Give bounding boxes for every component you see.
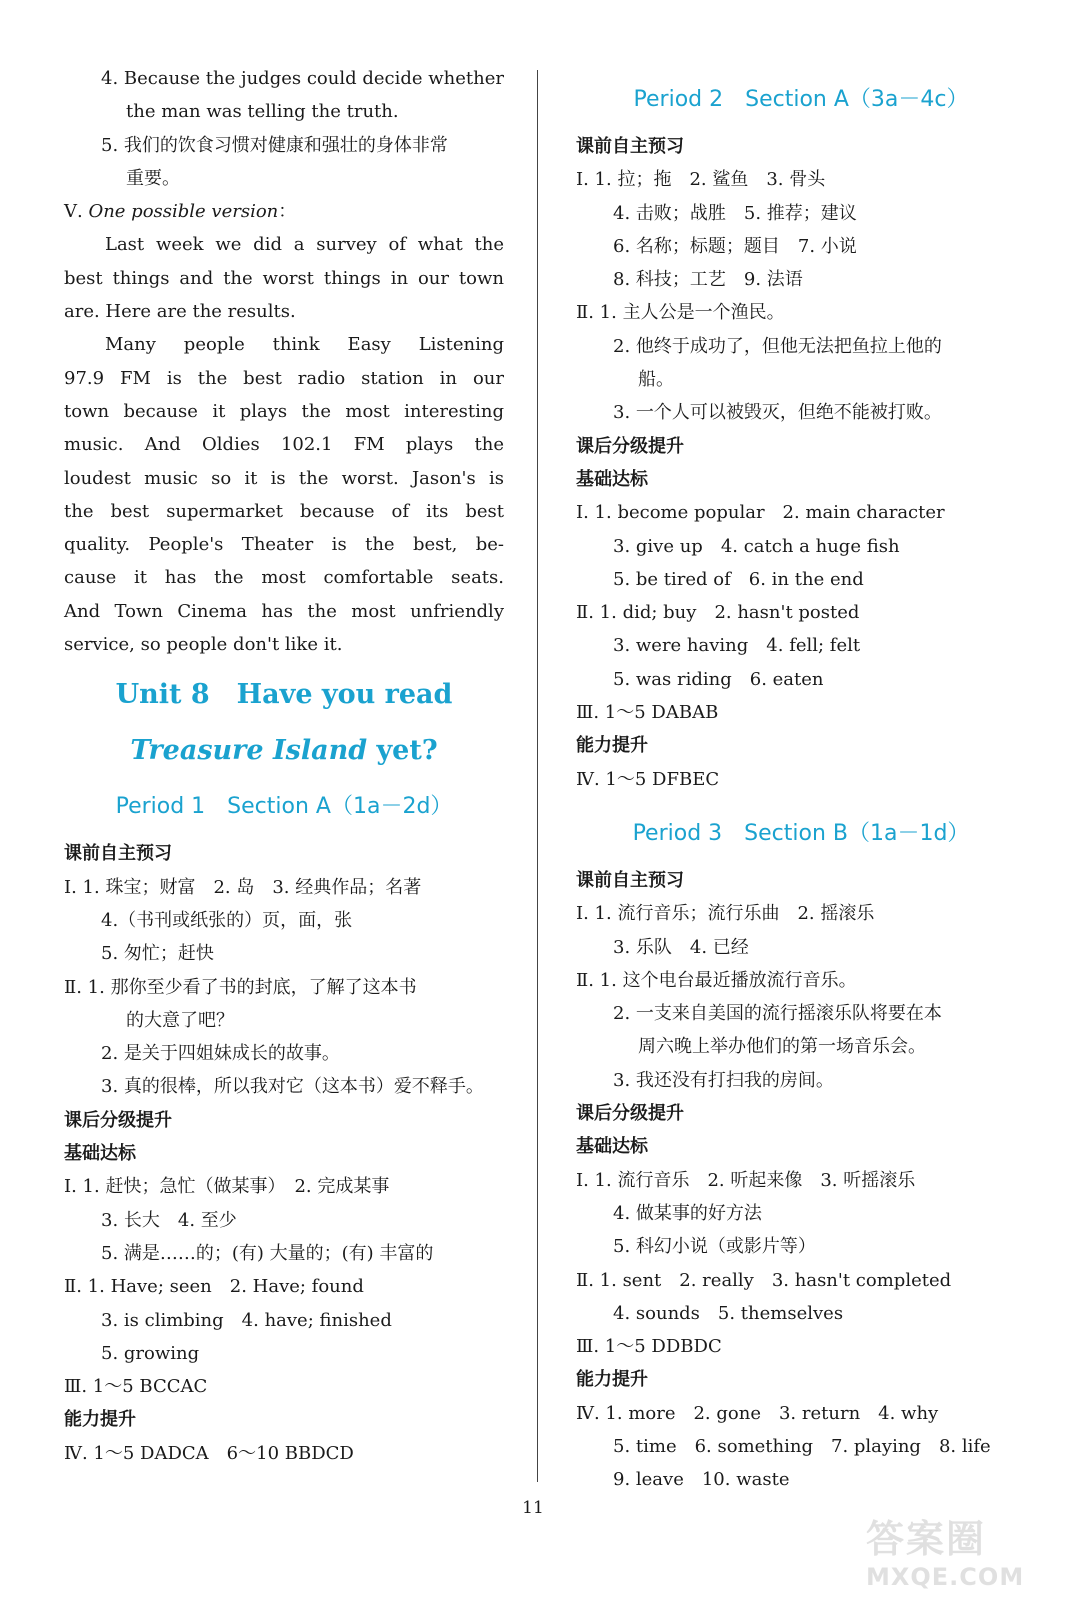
answer-line: 8. 科技；工艺 9. 法语 <box>613 269 803 291</box>
answer-line: 5. be tired of 6. in the end <box>613 568 864 590</box>
answer-line: the best supermarket because of its best <box>64 500 504 522</box>
answer-line: And Town Cinema has the most unfriendly <box>64 600 504 622</box>
answer-line: loudest music so it is the worst. Jason's is <box>64 467 504 489</box>
answer-line: Ⅰ. 1. 拉；拖 2. 鲨鱼 3. 骨头 <box>576 169 826 191</box>
unit-title-line1: Unit 8 Have you read <box>115 679 453 711</box>
answer-line: 周六晚上举办他们的第一场音乐会。 <box>638 1036 926 1058</box>
period-2-title: Period 2 Section A（3a－4c） <box>633 87 969 112</box>
left-intro-answers <box>64 62 504 195</box>
answer-line: 5. growing <box>101 1342 200 1364</box>
answer-line: 97.9 FM is the best radio station in our <box>64 367 504 389</box>
answer-line: Ⅳ. 1. more 2. gone 3. return 4. why <box>576 1402 939 1424</box>
answer-line: 9. leave 10. waste <box>613 1469 790 1491</box>
answer-line: service, so people don't like it. <box>64 634 343 656</box>
answer-line: Ⅱ. 1. Have; seen 2. Have; found <box>64 1276 364 1298</box>
answer-line: Ⅱ. 1. 那你至少看了书的封底，了解了这本书 <box>64 976 417 998</box>
essay <box>64 228 504 661</box>
period-3-title: Period 3 Section B（1a－1d） <box>632 820 970 846</box>
answer-line: 5. time 6. something 7. playing 8. life <box>613 1435 991 1457</box>
section-heading: 课后分级提升 <box>576 1103 684 1125</box>
answer-line: Ⅱ. 1. 主人公是一个渔民。 <box>576 302 785 324</box>
answer-line: 5. 匆忙；赶快 <box>101 943 214 965</box>
answer-line: Ⅲ. 1～5 DDBDC <box>576 1336 722 1358</box>
section-heading: 课后分级提升 <box>576 435 684 457</box>
section-v-heading <box>64 195 504 228</box>
answer-line: 4. sounds 5. themselves <box>613 1302 844 1324</box>
version-colon: ： <box>278 201 297 223</box>
answer-line: 2. 一支来自美国的流行摇滚乐队将要在本 <box>613 1003 942 1025</box>
section-heading: 课前自主预习 <box>576 136 684 157</box>
section-heading: 基础达标 <box>576 1136 648 1158</box>
answer-line: 的大意了吧？ <box>126 1009 234 1031</box>
answer-line: 3. 长大 4. 至少 <box>101 1209 237 1231</box>
period-3-answers <box>576 864 1026 1497</box>
section-heading: 能力提升 <box>576 1369 648 1391</box>
left-column <box>64 62 504 1470</box>
watermark-text: 答案圈 <box>866 1517 987 1561</box>
answer-line: Ⅰ. 1. 流行音乐；流行乐曲 2. 摇滚乐 <box>576 903 875 925</box>
answer-line: 6. 名称；标题；题目 7. 小说 <box>613 235 857 257</box>
answer-line: Ⅳ. 1～5 DFBEC <box>576 768 720 790</box>
section-heading: 课前自主预习 <box>576 869 684 891</box>
answer-line: Ⅱ. 1. 这个电台最近播放流行音乐。 <box>576 969 857 991</box>
answer-line: 船。 <box>638 369 674 391</box>
answer-line: 4. Because the judges could decide whether <box>101 68 504 89</box>
version-label: One possible version <box>88 201 279 223</box>
watermark-logo <box>866 1508 1056 1592</box>
unit-title-line2 <box>64 723 504 779</box>
period-1-title: Period 1 Section A（1a－2d） <box>115 794 453 820</box>
answer-line: Ⅲ. 1～5 BCCAC <box>64 1376 208 1398</box>
answer-line: 3. 乐队 4. 已经 <box>613 936 749 958</box>
answer-line: Ⅰ. 1. become popular 2. main character <box>576 502 945 524</box>
answer-line: Last week we did a survey of what the <box>105 234 504 256</box>
answer-line: 2. 他终于成功了，但他无法把鱼拉上他的 <box>613 335 942 357</box>
answer-line: 5. was riding 6. eaten <box>613 668 824 690</box>
answer-line: 4.（书刊或纸张的）页，面，张 <box>101 909 353 931</box>
answer-line: 4. 做某事的好方法 <box>613 1202 762 1224</box>
answer-line: Many people think Easy Listening <box>105 334 504 356</box>
answer-line: cause it has the most comfortable seats. <box>64 567 504 589</box>
answer-line: Ⅰ. 1. 珠宝；财富 2. 岛 3. 经典作品；名著 <box>64 876 422 898</box>
answer-line: town because it plays the most interesting <box>64 400 504 422</box>
answer-line: 3. 真的很棒，所以我对它（这本书）爱不释手。 <box>101 1076 484 1098</box>
answer-line: 3. is climbing 4. have; finished <box>101 1309 392 1331</box>
period-2-answers <box>576 130 1026 796</box>
section-heading: 课后分级提升 <box>64 1109 172 1131</box>
section-heading: 基础达标 <box>64 1143 136 1165</box>
answer-line: music. And Oldies 102.1 FM plays the <box>64 434 504 456</box>
answer-line: Ⅰ. 1. 流行音乐 2. 听起来像 3. 听摇滚乐 <box>576 1169 916 1191</box>
answer-line: 4. 击败；战胜 5. 推荐；建议 <box>613 202 857 224</box>
answer-line: best things and the worst things in our town <box>64 267 504 289</box>
answer-line: 3. give up 4. catch a huge fish <box>613 535 900 557</box>
answer-line: 5. 科幻小说（或影片等） <box>613 1236 816 1258</box>
answer-line: 3. 我还没有打扫我的房间。 <box>613 1069 834 1091</box>
book-title: Treasure Island <box>130 735 368 767</box>
answer-line: 3. 一个人可以被毁灭，但绝不能被打败。 <box>613 402 942 424</box>
answer-line: 5. 我们的饮食习惯对健康和强壮的身体非常 <box>101 134 448 156</box>
answer-line: 重要。 <box>126 167 180 189</box>
column-divider <box>537 70 538 1482</box>
section-heading: 能力提升 <box>576 735 648 757</box>
answer-line: Ⅲ. 1～5 DABAB <box>576 702 719 724</box>
period-1-answers <box>64 837 504 1470</box>
answer-line: Ⅳ. 1～5 DADCA 6～10 BBDCD <box>64 1442 354 1464</box>
answer-line: 5. 满是……的；(有) 大量的；(有) 丰富的 <box>101 1242 434 1264</box>
right-column <box>576 74 1026 1497</box>
section-heading: 基础达标 <box>576 468 648 490</box>
answer-line: quality. People's Theater is the best, be- <box>64 534 504 556</box>
answer-line: Ⅱ. 1. sent 2. really 3. hasn't completed <box>576 1269 952 1291</box>
watermark-url: MXQE.COM <box>866 1563 1025 1591</box>
page-number: 11 <box>522 1498 544 1518</box>
answer-line: Ⅰ. 1. 赶快；急忙（做某事） 2. 完成某事 <box>64 1176 390 1198</box>
unit-title-suffix: yet? <box>367 735 438 767</box>
answer-line: 2. 是关于四姐妹成长的故事。 <box>101 1043 340 1065</box>
section-v-label: Ⅴ. <box>64 201 89 223</box>
section-heading: 课前自主预习 <box>64 843 172 865</box>
answer-line: Ⅱ. 1. did; buy 2. hasn't posted <box>576 602 860 624</box>
answer-line: are. Here are the results. <box>64 301 296 323</box>
section-heading: 能力提升 <box>64 1409 136 1431</box>
answer-line: 3. were having 4. fell; felt <box>613 635 861 657</box>
answer-line: the man was telling the truth. <box>126 101 399 123</box>
